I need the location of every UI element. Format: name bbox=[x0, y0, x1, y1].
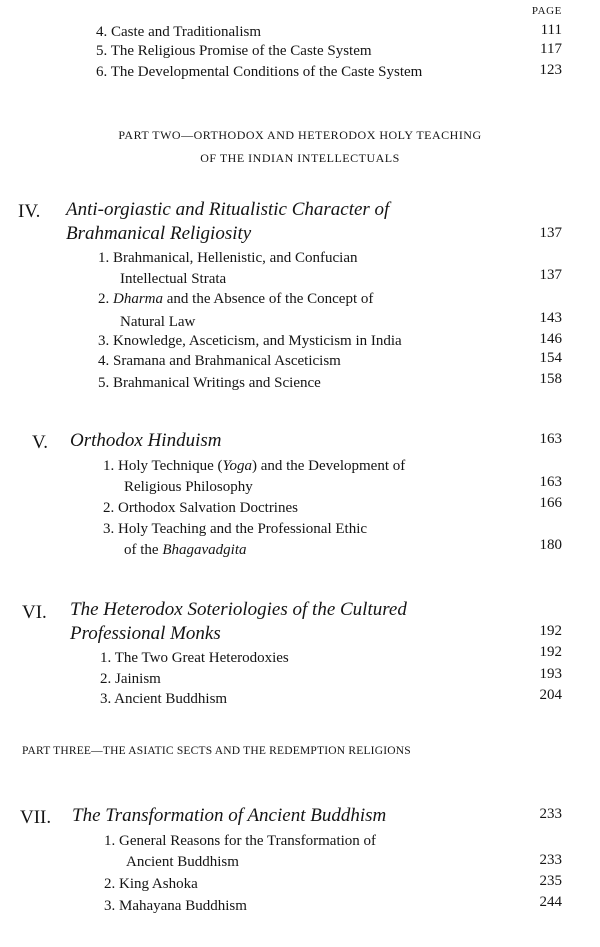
toc-page-number: 204 bbox=[539, 687, 562, 703]
toc-entry: 6. The Developmental Conditions of the Caste System bbox=[96, 64, 423, 80]
toc-page-number: 111 bbox=[540, 22, 562, 38]
toc-entry: 3. Mahayana Buddhism bbox=[104, 898, 247, 914]
chapter-number: VI. bbox=[22, 602, 47, 623]
chapter-number: V. bbox=[32, 432, 49, 453]
toc-entry: Intellectual Strata bbox=[120, 271, 227, 287]
toc-page-number: 158 bbox=[539, 371, 562, 387]
toc-page-number: 163 bbox=[539, 474, 562, 490]
toc-entry: 2. Orthodox Salvation Doctrines bbox=[103, 500, 298, 516]
toc-entry: 3. Ancient Buddhism bbox=[100, 691, 228, 707]
toc-page-number: 137 bbox=[539, 267, 562, 283]
toc-entry: Religious Philosophy bbox=[124, 479, 253, 495]
chapter-title: Orthodox Hinduism bbox=[70, 430, 222, 451]
chapter-page-number: 192 bbox=[539, 623, 562, 639]
toc-page-number: 166 bbox=[539, 495, 562, 511]
toc-entry: 2. Dharma and the Absence of the Concept of bbox=[98, 291, 374, 307]
toc-page-number: 235 bbox=[539, 873, 562, 889]
toc-entry: 2. Jainism bbox=[100, 671, 161, 687]
toc-page-number: 193 bbox=[539, 666, 562, 682]
toc-page-number: 154 bbox=[539, 350, 562, 366]
part-heading: OF THE INDIAN INTELLECTUALS bbox=[200, 151, 400, 165]
toc-page-number: 192 bbox=[539, 644, 562, 660]
toc-entry: 5. The Religious Promise of the Caste System bbox=[96, 43, 372, 59]
chapter-title: Anti-orgiastic and Ritualistic Character of bbox=[66, 199, 390, 220]
toc-entry: 2. King Ashoka bbox=[104, 876, 198, 892]
toc-page-number: 180 bbox=[539, 537, 562, 553]
chapter-title: Brahmanical Religiosity bbox=[66, 223, 252, 244]
chapter-title: The Transformation of Ancient Buddhism bbox=[72, 805, 387, 826]
toc-entry: 4. Caste and Traditionalism bbox=[96, 24, 261, 40]
toc-entry: Natural Law bbox=[120, 314, 196, 330]
toc-entry: of the Bhagavadgita bbox=[124, 542, 247, 558]
toc-entry: 1. The Two Great Heterodoxies bbox=[100, 650, 289, 666]
part-heading: PART TWO—ORTHODOX AND HETERODOX HOLY TEACHING bbox=[118, 128, 482, 142]
chapter-page-number: 233 bbox=[539, 806, 562, 822]
toc-page-number: 143 bbox=[539, 310, 562, 326]
toc-entry: 4. Sramana and Brahmanical Asceticism bbox=[98, 353, 341, 369]
page-column-label: PAGE bbox=[531, 5, 562, 17]
toc-entry: 3. Knowledge, Asceticism, and Mysticism in India bbox=[98, 333, 402, 349]
toc-entry: 1. Holy Technique (Yoga) and the Development of bbox=[103, 458, 406, 474]
chapter-page-number: 163 bbox=[539, 431, 562, 447]
toc-entry: 1. General Reasons for the Transformation of bbox=[104, 833, 377, 849]
chapter-number: VII. bbox=[20, 807, 52, 828]
chapter-number: IV. bbox=[18, 201, 41, 222]
chapter-title: The Heterodox Soteriologies of the Cultured bbox=[70, 599, 407, 620]
toc-entry: 5. Brahmanical Writings and Science bbox=[98, 375, 321, 391]
chapter-title: Professional Monks bbox=[70, 623, 221, 644]
toc-page-number: 123 bbox=[539, 62, 562, 78]
toc-page-number: 146 bbox=[539, 331, 562, 347]
toc-page-number: 233 bbox=[539, 852, 562, 868]
toc-page-number: 117 bbox=[540, 41, 562, 57]
chapter-page-number: 137 bbox=[539, 225, 562, 241]
toc-entry: Ancient Buddhism bbox=[126, 854, 239, 870]
toc-entry: 1. Brahmanical, Hellenistic, and Confucian bbox=[98, 250, 358, 266]
part-heading: PART THREE—THE ASIATIC SECTS AND THE REDEMPTION RELIGIONS bbox=[22, 745, 411, 757]
toc-entry: 3. Holy Teaching and the Professional Ethic bbox=[103, 521, 368, 537]
toc-page-number: 244 bbox=[539, 894, 562, 910]
